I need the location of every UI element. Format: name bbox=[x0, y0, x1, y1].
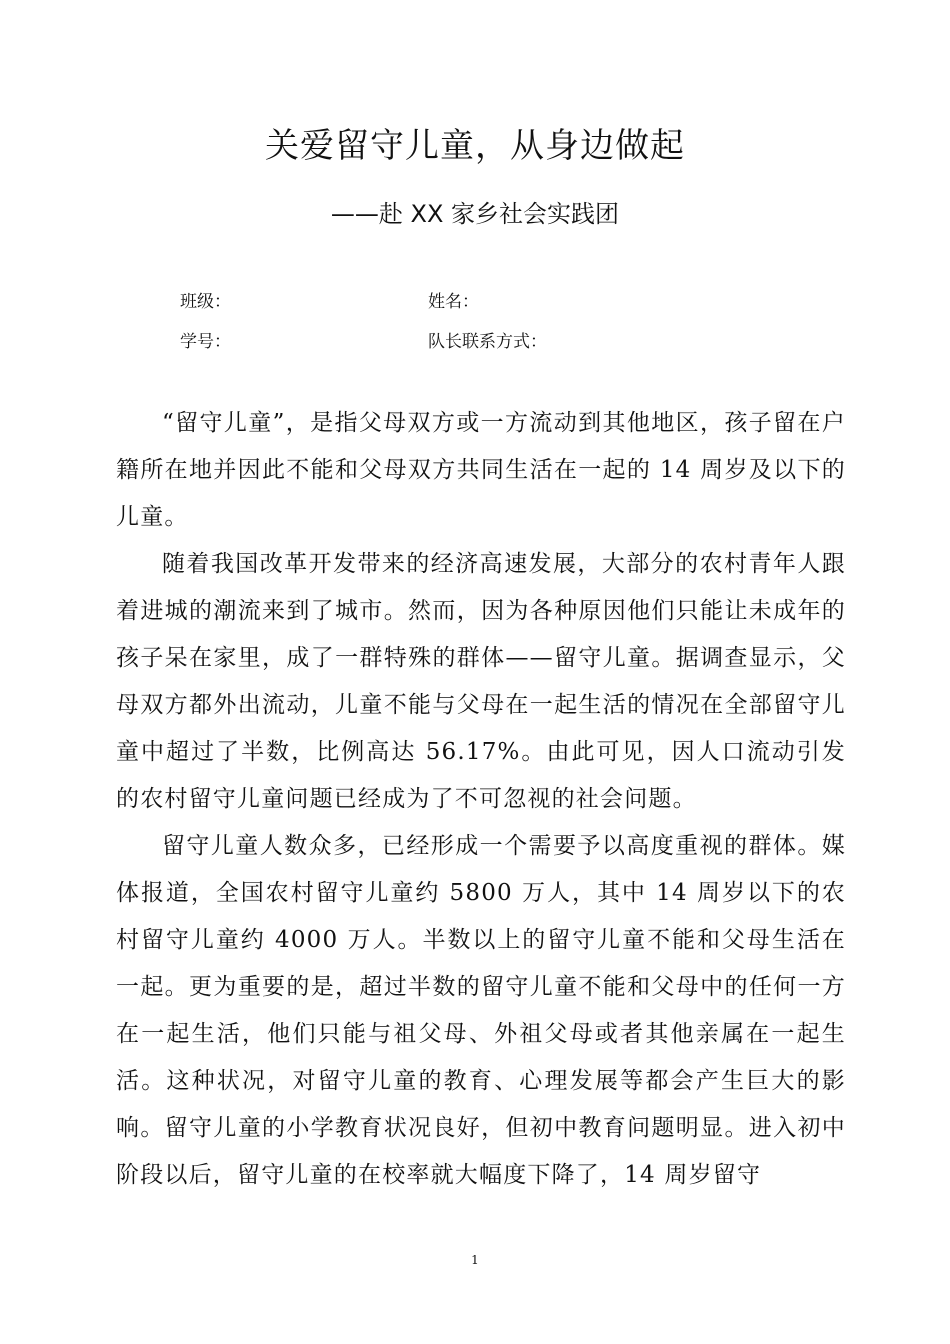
paragraph-background: 随着我国改革开发带来的经济高速发展，大部分的农村青年人跟着进城的潮流来到了城市。然而，因为各种原因他们只能让未成年的孩子呆在家里，成了一群特殊的群体——留守儿童。据调查显示，父母双方都外出流动，儿童不能与父母在一起生活的情况在全部留守儿童中超过了半数，比例高达 56.17%。由此可见，因人口流动引发的农村留守儿童问题已经成为了不可忽视的社会问题。 bbox=[116, 551, 846, 812]
leader-contact-label: 队长联系方式： bbox=[428, 332, 547, 352]
paragraph-definition: “留守儿童”，是指父母双方或一方流动到其他地区，孩子留在户籍所在地并因此不能和父母双方共同生活在一起的 14 周岁及以下的儿童。 bbox=[116, 410, 846, 530]
page-number: 1 bbox=[471, 1253, 479, 1267]
class-label: 班级： bbox=[180, 292, 231, 312]
paragraph-statistics: 留守儿童人数众多，已经形成一个需要予以高度重视的群体。媒体报道，全国农村留守儿童约 5800 万人，其中 14 周岁以下的农村留守儿童约 4000 万人。半数以上的留守儿童不能和父母生活在一起。更为重要的是，超过半数的留守儿童不能和父母中的任何一方在一起生活，他们只能与祖父母、外祖父母或者其他亲属在一起生活。这种状况，对留守儿童的教育、心理发展等都会产生巨大的影响。留守儿童的小学教育状况良好，但初中教育问题明显。进入初中阶段以后，留守儿童的在校率就大幅度下降了，14 周岁留守 bbox=[116, 833, 846, 1188]
document-subtitle: ——赴 XX 家乡社会实践团 bbox=[330, 200, 620, 228]
student-id-label: 学号： bbox=[180, 332, 231, 352]
document-title: 关爱留守儿童，从身边做起 bbox=[265, 126, 685, 166]
name-label: 姓名： bbox=[428, 292, 479, 312]
body-text bbox=[116, 400, 846, 1199]
